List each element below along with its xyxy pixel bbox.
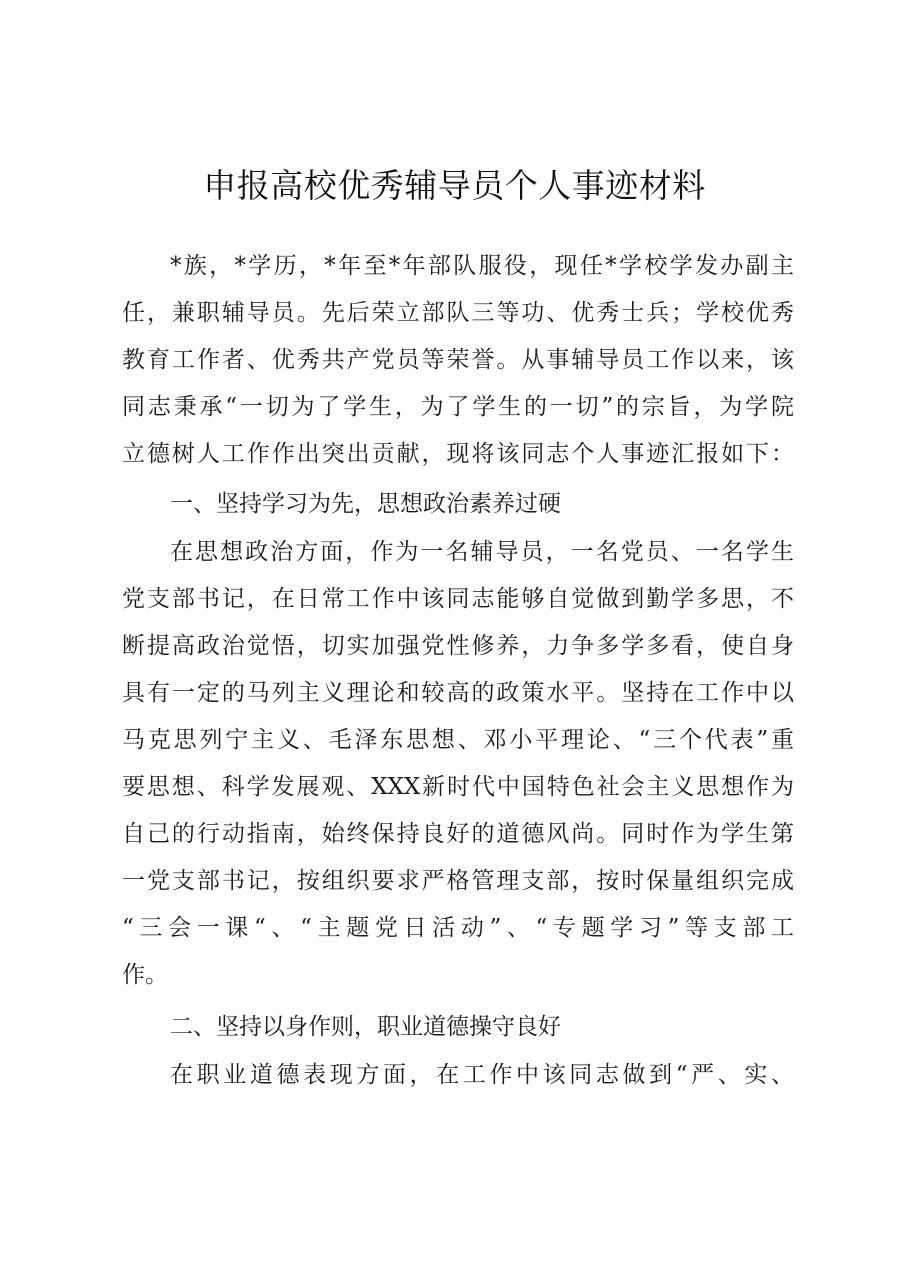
paragraph-line: 在思想政治方面，作为一名辅导员，一名党员、一名学生 (170, 539, 794, 565)
paragraph-political (122, 529, 794, 999)
paragraph-line: 教育工作者、优秀共产党员等荣誉。从事辅导员工作以来，该 (122, 347, 794, 373)
paragraph-line: 马克思列宁主义、毛泽东思想、邓小平理论、“三个代表”重 (122, 727, 794, 753)
document-title: 申报高校优秀辅导员个人事迹材料 (203, 166, 706, 205)
section-heading: 一、坚持学习为先，思想政治素养过硬 (170, 491, 561, 517)
paragraph-line: 任，兼职辅导员。先后荣立部队三等功、优秀士兵；学校优秀 (122, 300, 794, 326)
paragraph-line: 断提高政治觉悟，切实加强党性修养，力争多学多看，使自身 (122, 633, 794, 659)
section-heading: 二、坚持以身作则，职业道德操守良好 (170, 1014, 561, 1040)
paragraph-line: 要思想、科学发展观、XXX新时代中国特色社会主义思想作为 (122, 774, 794, 800)
paragraph-line: 自己的行动指南，始终保持良好的道德风尚。同时作为学生第 (122, 821, 794, 847)
section-heading-1 (122, 481, 794, 528)
paragraph-line: 具有一定的马列主义理论和较高的政策水平。坚持在工作中以 (122, 680, 794, 706)
paragraph-line: “三会一课“、“主题党日活动”、“专题学习”等支部工 (122, 915, 794, 941)
section-heading-2 (122, 1004, 794, 1051)
paragraph-line: 立德树人工作作出突出贡献，现将该同志个人事迹汇报如下： (122, 441, 794, 467)
paragraph-line: 作。 (122, 962, 168, 988)
paragraph-line: *族，*学历，*年至*年部队服役，现任*学校学发办副主 (170, 253, 794, 279)
paragraph-line: 同志秉承“一切为了学生，为了学生的一切”的宗旨，为学院 (122, 394, 794, 420)
paragraph-line: 党支部书记，在日常工作中该同志能够自觉做到勤学多思，不 (122, 586, 794, 612)
paragraph-intro (122, 243, 794, 478)
paragraph-line: 一党支部书记，按组织要求严格管理支部，按时保量组织完成 (122, 868, 794, 894)
paragraph-line: 在职业道德表现方面，在工作中该同志做到“严、实、 (170, 1062, 794, 1088)
paragraph-ethics (122, 1052, 794, 1099)
